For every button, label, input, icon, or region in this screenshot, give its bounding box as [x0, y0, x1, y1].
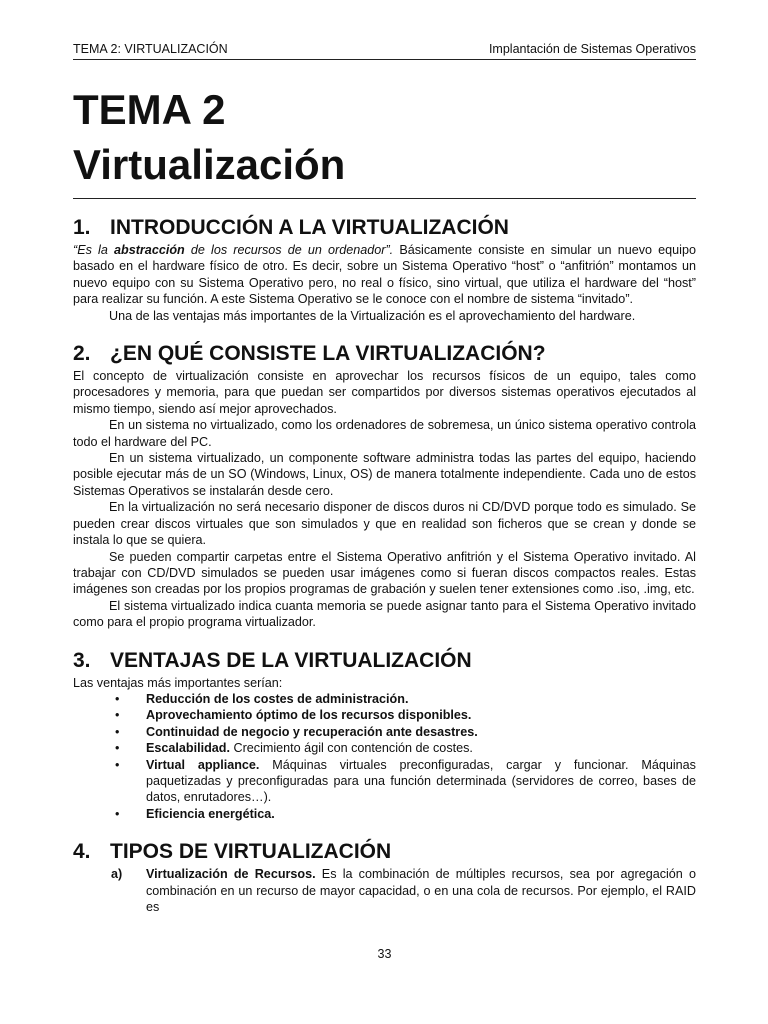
quote-end: de los recursos de un ordenador”.: [184, 243, 394, 257]
chapter-number: TEMA 2: [73, 86, 226, 133]
list-marker: a): [111, 867, 123, 882]
chapter-title: [73, 82, 696, 199]
list-item: [73, 757, 696, 806]
section-title: ¿EN QUÉ CONSISTE LA VIRTUALIZACIÓN?: [110, 342, 546, 366]
paragraph-text: Básicamente consiste en simular un nuevo equipo basado en el hardware físico de otro. Es decir, sobre un Sistema Operativo “host” o “anfitrión” montamos un nuevo equipo con su Sistema Operativo pero, no real o físico, sino virtual, que utiliza el hardware del “host” para realizar su función. A este Sistema Operativo se le conoce con el nombre de sistema “invitado”.: [73, 243, 696, 307]
list-item: [73, 740, 696, 756]
list-item-title: Eficiencia energética.: [146, 806, 275, 821]
chapter-name: Virtualización: [73, 141, 346, 188]
paragraph: Las ventajas más importantes serían:: [73, 675, 283, 690]
list-item-title: Virtualización de Recursos.: [146, 867, 316, 882]
bullet-icon: •: [115, 806, 120, 821]
section-number: 2.: [73, 342, 91, 366]
list-item-text: Máquinas virtuales preconfiguradas, cargar y funcionar. Máquinas paquetizadas y preconfiguradas para una función determinada (servidores de correo, bases de datos, enrutadores…).: [146, 757, 696, 805]
list-item: [73, 724, 696, 740]
section-number: 3.: [73, 648, 91, 672]
paragraph: Una de las ventajas más importantes de la Virtualización es el aprovechamiento del hardware.: [109, 308, 636, 323]
section-title: TIPOS DE VIRTUALIZACIÓN: [110, 840, 392, 864]
page-number: 33: [377, 947, 392, 961]
paragraph: El concepto de virtualización consiste en aprovechar los recursos físicos de un equipo, tales como procesadores y memoria, para que puedan ser compartidos por diversos sistemas operativos ejecutados al mismo tiempo, siendo así mejor aprovechados.: [73, 369, 696, 416]
running-header: [73, 42, 696, 60]
paragraph: En un sistema no virtualizado, como los ordenadores de sobremesa, un único sistema operativo controla todo el hardware del PC.: [73, 418, 696, 449]
list-item-text: Es la combinación de múltiples recursos, sea por agregación o combinación en un recurso de mayor capacidad, o en una cola de recursos. Por ejemplo, el RAID es: [146, 867, 696, 914]
quote-emphasis: abstracción: [114, 243, 185, 257]
section-title: VENTAJAS DE LA VIRTUALIZACIÓN: [110, 648, 472, 672]
section-heading: [73, 838, 696, 866]
list-item-text: Crecimiento ágil con contención de costes.: [230, 741, 473, 756]
bullet-icon: •: [115, 691, 120, 706]
list-item-title: Escalabilidad.: [146, 741, 230, 756]
list-item: [73, 866, 696, 915]
paragraph: [73, 242, 696, 308]
advantages-list: [73, 691, 696, 822]
list-item: [73, 707, 696, 723]
bullet-icon: •: [115, 757, 120, 772]
quote-start: “Es la: [73, 243, 115, 257]
list-item: [73, 691, 696, 707]
section-title: INTRODUCCIÓN A LA VIRTUALIZACIÓN: [110, 216, 509, 239]
paragraph: El sistema virtualizado indica cuanta memoria se puede asignar tanto para el Sistema Operativo invitado como para el propio programa virtualizador.: [73, 598, 696, 630]
list-item-title: Continuidad de negocio y recuperación ante desastres.: [146, 724, 478, 739]
types-list: [73, 866, 696, 915]
bullet-icon: •: [115, 724, 120, 739]
document-body: [73, 214, 696, 915]
section-number: 4.: [73, 840, 91, 864]
list-item-title: Reducción de los costes de administración.: [146, 691, 409, 706]
list-item-title: Aprovechamiento óptimo de los recursos disponibles.: [146, 708, 472, 723]
paragraph: En la virtualización no será necesario disponer de discos duros ni CD/DVD porque todo es simulado. Se pueden crear discos virtuales que son simulados y que en realidad son ficheros que se crean y donde se instala lo que se quiera.: [73, 500, 696, 548]
list-item-title: Virtual appliance.: [146, 757, 260, 772]
section-heading: [73, 214, 696, 242]
section-number: 1.: [73, 216, 91, 239]
header-chapter: TEMA 2: VIRTUALIZACIÓN: [73, 42, 228, 56]
list-item: [73, 806, 696, 822]
bullet-icon: •: [115, 741, 120, 756]
paragraph: En un sistema virtualizado, un componente software administra todas las partes del equipo, haciendo posible ejecutar más de un SO (Windows, Linux, OS) de manera totalmente independiente. Cada uno de estos Sistemas Operativos se instalarán desde cero.: [73, 451, 696, 498]
section-heading: [73, 647, 696, 675]
bullet-icon: •: [115, 708, 120, 723]
header-course: Implantación de Sistemas Operativos: [488, 42, 696, 56]
section-heading: [73, 340, 696, 368]
paragraph: Se pueden compartir carpetas entre el Sistema Operativo anfitrión y el Sistema Operativo invitado. Al trabajar con CD/DVD simulados se pueden usar imágenes como si fueran discos compactos reales. Estas imágenes son creadas por los propios programas de grabación y suelen tener extensiones como .iso, .img, etc.: [73, 549, 696, 597]
